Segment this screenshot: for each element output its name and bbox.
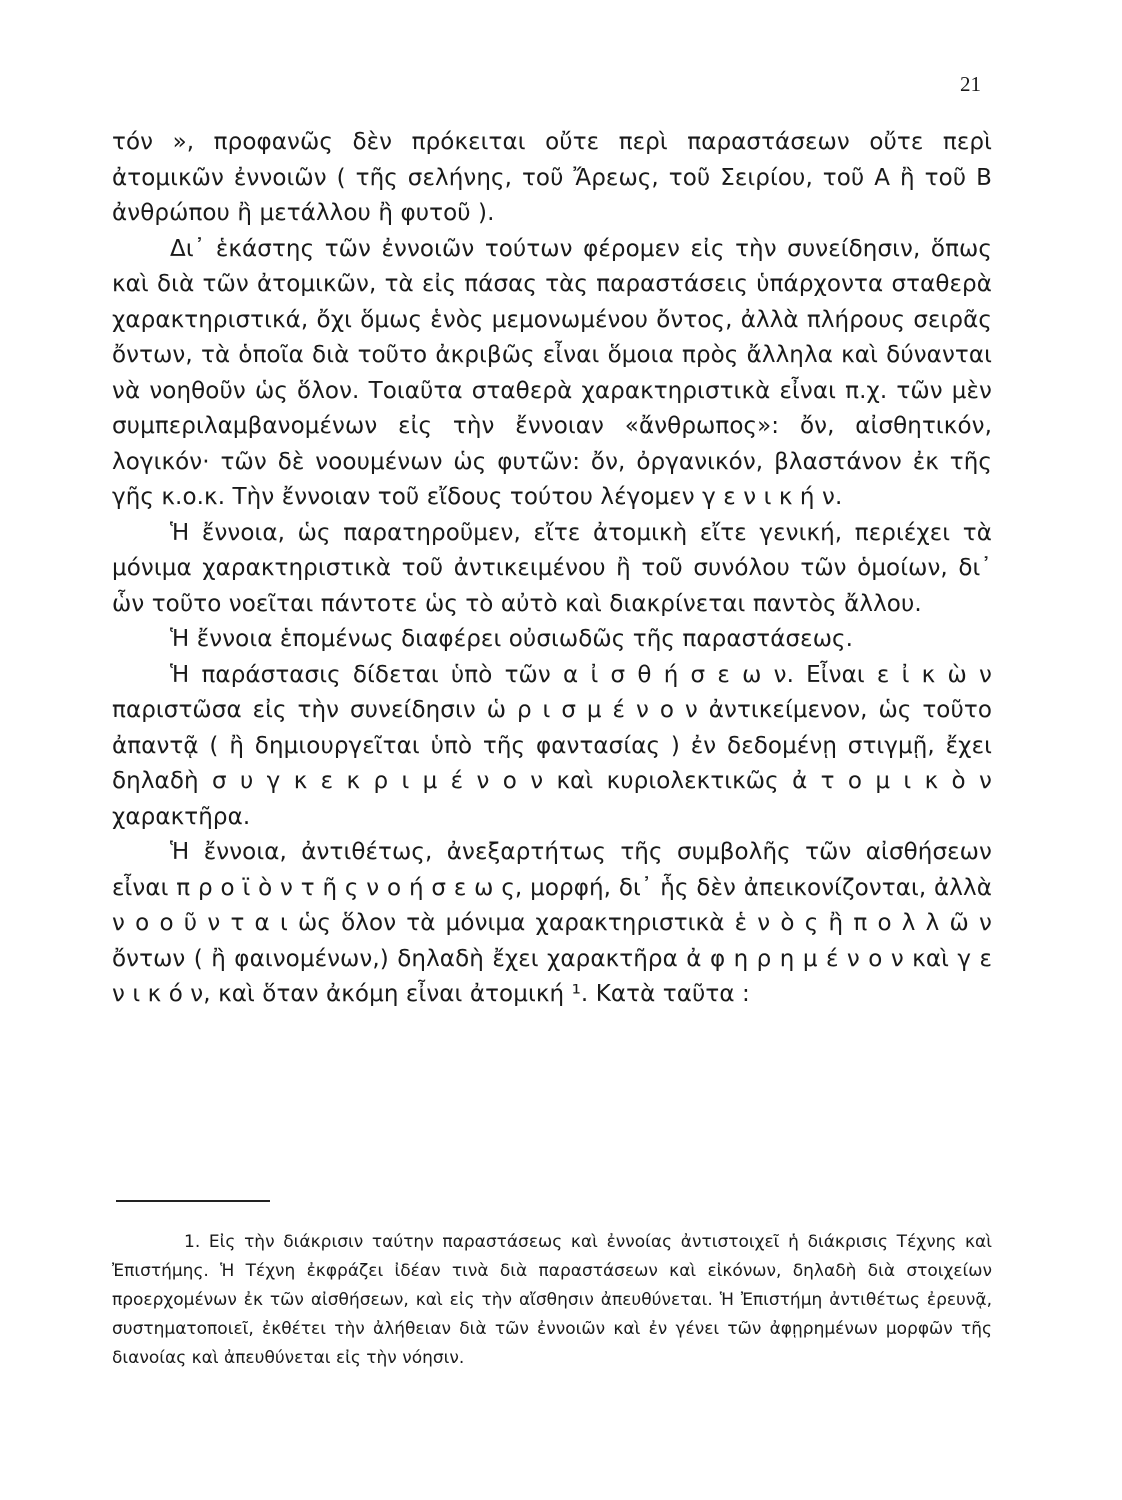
page-number: 21 (960, 72, 981, 96)
paragraph-3: Ἡ ἔννοια, ὡς παρατηροῦμεν, εἴτε ἀτομικὴ εἴτε γενική, περιέχει τὰ μόνιμα χαρακτηριστικὰ τοῦ ἀντικειμένου ἢ τοῦ συνόλου τῶν ὁμοίων, δι᾽ ὧν τοῦτο νοεῖται πάντοτε ὡς τὸ αὐτὸ καὶ διακρίνεται παντὸς ἄλλου. (112, 519, 992, 617)
body-text (112, 125, 992, 1013)
footnote: 1. Εἰς τὴν διάκρισιν ταύτην παραστάσεως καὶ ἐννοίας ἀντιστοιχεῖ ἡ διάκρισις Τέχνης καὶ Ἐπιστήμης. Ἡ Τέχνη ἐκφράζει ἰδέαν τινὰ διὰ παραστάσεων καὶ εἰκόνων, δηλαδὴ διὰ στοιχείων προερχομένων ἐκ τῶν αἰσθήσεων, καὶ εἰς τὴν αἴσθησιν ἀπευθύνεται. Ἡ Ἐπιστήμη ἀντιθέτως ἐρευνᾷ, συστηματοποιεῖ, ἐκθέτει τὴν ἀλήθειαν διὰ τῶν ἐννοιῶν καὶ ἐν γένει τῶν ἀφῃρημένων μορφῶν τῆς διανοίας καὶ ἀπευθύνεται εἰς τὴν νόησιν. (112, 1232, 992, 1368)
footnote-divider (116, 1200, 270, 1202)
paragraph-6: Ἡ ἔννοια, ἀντιθέτως, ἀνεξαρτήτως τῆς συμβολῆς τῶν αἰσθήσεων εἶναι π ρ ο ϊ ὸ ν τ ῆ ς ν ο ή σ ε ω ς, μορφή, δι᾽ ἧς δὲν ἀπεικονίζονται, ἀλλὰ ν ο ο ῦ ν τ α ι ὡς ὅλον τὰ μόνιμα χαρακτηριστικὰ ἑ ν ὸ ς ἢ π ο λ λ ῶ ν ὄντων ( ἢ φαινομένων,) δηλαδὴ ἔχει χαρακτῆρα ἀ φ η ρ η μ έ ν ο ν καὶ γ ε ν ι κ ό ν, καὶ ὅταν ἀκόμη εἶναι ἀτομική ¹. Κατὰ ταῦτα : (112, 839, 992, 1007)
paragraph-1: τόν », προφανῶς δὲν πρόκειται οὔτε περὶ παραστάσεων οὔτε περὶ ἀτομικῶν ἐννοιῶν ( τῆς σελήνης, τοῦ Ἄρεως, τοῦ Σειρίου, τοῦ Α ἢ τοῦ Β ἀνθρώπου ἢ μετάλλου ἢ φυτοῦ ). (112, 129, 992, 226)
paragraph-4: Ἡ ἔννοια ἑπομένως διαφέρει οὐσιωδῶς τῆς παραστάσεως. (170, 626, 854, 652)
paragraph-2: Δι᾽ ἑκάστης τῶν ἐννοιῶν τούτων φέρομεν εἰς τὴν συνείδησιν, ὅπως καὶ διὰ τῶν ἀτομικῶν, τὰ εἰς πάσας τὰς παραστάσεις ὑπάρχοντα σταθερὰ χαρακτηριστικά, ὄχι ὅμως ἑνὸς μεμονωμένου ὄντος, ἀλλὰ πλήρους σειρᾶς ὄντων, τὰ ὁποῖα διὰ τοῦτο ἀκριβῶς εἶναι ὅμοια πρὸς ἄλληλα καὶ δύνανται νὰ νοηθοῦν ὡς ὅλον. Τοιαῦτα σταθερὰ χαρακτηριστικὰ εἶναι π.χ. τῶν μὲν συμπεριλαμβανομένων εἰς τὴν ἔννοιαν «ἄνθρωπος»: ὄν, αἰσθητικόν, λογικόν· τῶν δὲ νοουμένων ὡς φυτῶν: ὄν, ὀργανικόν, βλαστάνον ἐκ τῆς γῆς κ.ο.κ. Τὴν ἔννοιαν τοῦ εἴδους τούτου λέγομεν γ ε ν ι κ ή ν. (112, 235, 992, 510)
paragraph-5: Ἡ παράστασις δίδεται ὑπὸ τῶν α ἰ σ θ ή σ ε ω ν. Εἶναι ε ἰ κ ὼ ν παριστῶσα εἰς τὴν συνείδησιν ὡ ρ ι σ μ έ ν ο ν ἀντικείμενον, ὡς τοῦτο ἀπαντᾷ ( ἢ δημιουργεῖται ὑπὸ τῆς φαντασίας ) ἐν δεδομένῃ στιγμῇ, ἔχει δηλαδὴ σ υ γ κ ε κ ρ ι μ έ ν ο ν καὶ κυριολεκτικῶς ἀ τ ο μ ι κ ὸ ν χαρακτῆρα. (112, 661, 992, 830)
